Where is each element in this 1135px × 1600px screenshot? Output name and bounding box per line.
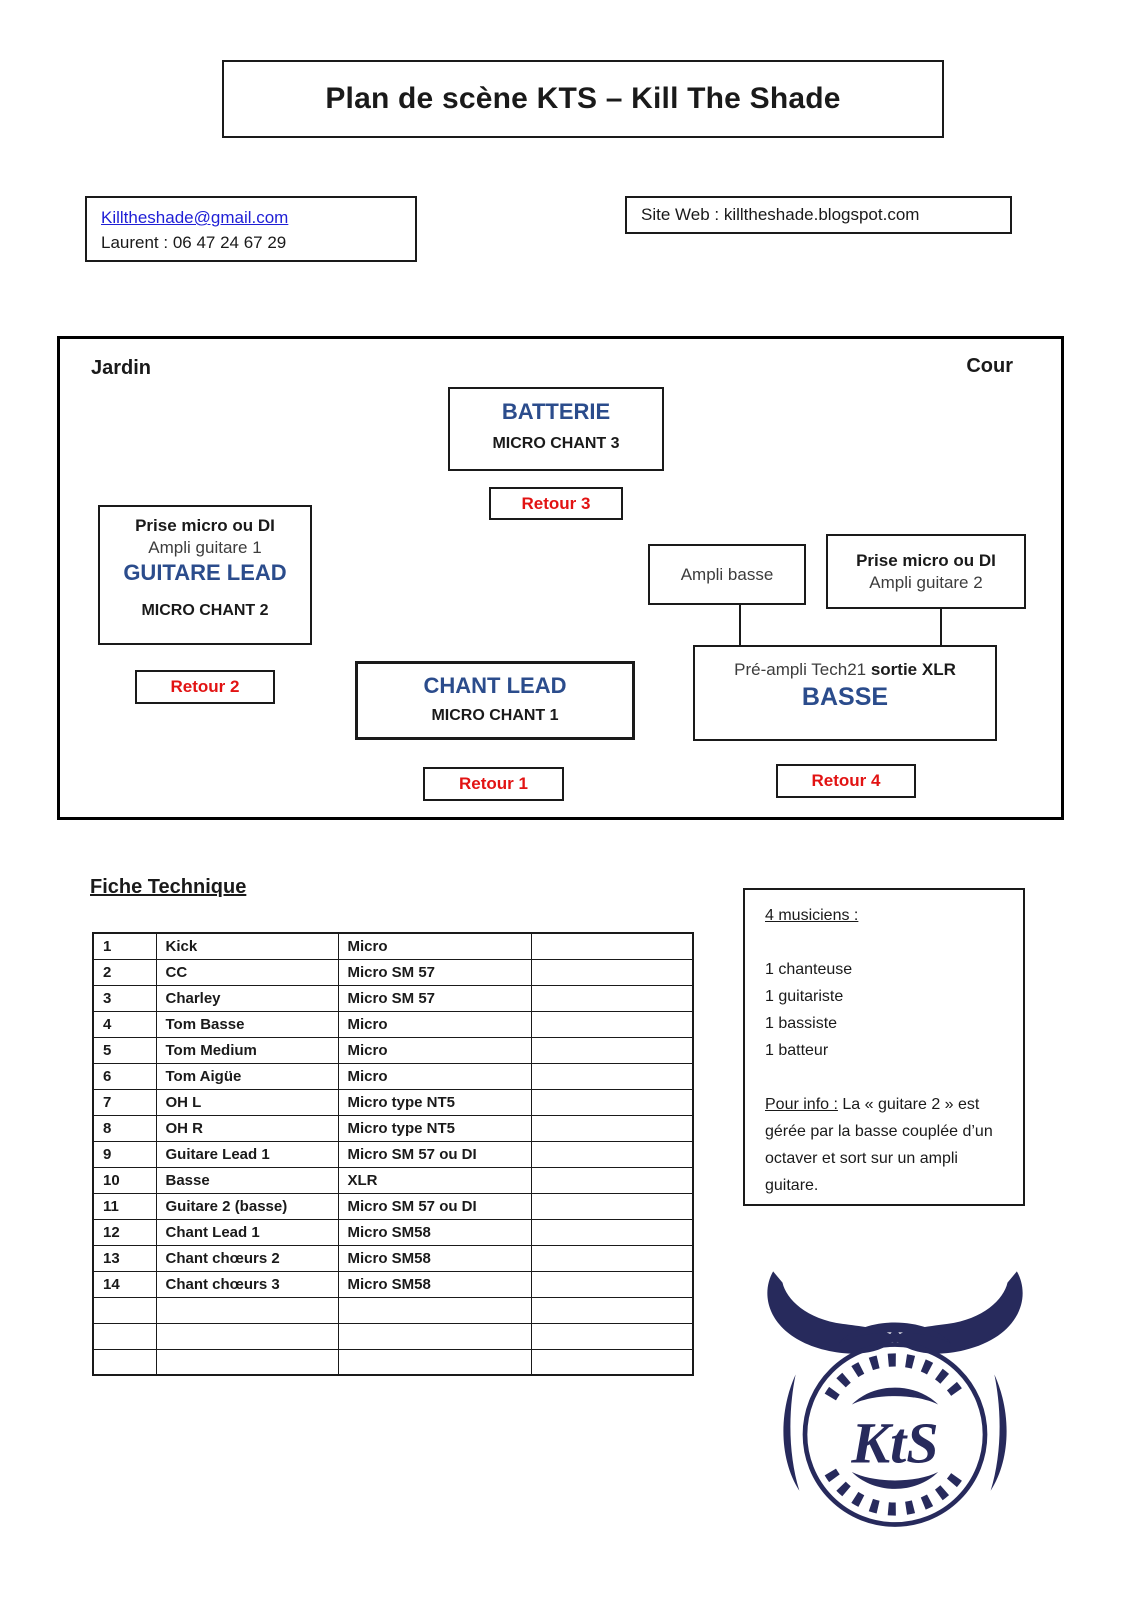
monitor-1-box (423, 767, 564, 801)
mic-cell: Micro SM58 (338, 1245, 531, 1271)
guitar-lead-box (98, 505, 312, 645)
tech-sheet-table (92, 932, 694, 1376)
table-row (93, 1115, 693, 1141)
source-cell: Tom Medium (156, 1037, 338, 1063)
email-link[interactable]: Killtheshade@gmail.com (101, 208, 289, 227)
channel-number-cell: 10 (93, 1167, 156, 1193)
musicians-list (765, 956, 1003, 1064)
channel-number-cell: 5 (93, 1037, 156, 1063)
mic-cell: Micro SM58 (338, 1219, 531, 1245)
monitor-2-label: Retour 2 (170, 677, 240, 696)
source-cell: Chant chœurs 2 (156, 1245, 338, 1271)
info-note-text: La « guitare 2 » est gérée par la basse couplée d’un octaver et sort sur un ampli guitare. (765, 1096, 993, 1194)
drums-title: BATTERIE (501, 399, 611, 424)
channel-number-cell: 3 (93, 985, 156, 1011)
drums-mic: MICRO CHANT 3 (492, 435, 620, 452)
vocal-lead-box (355, 661, 635, 740)
notes-cell (531, 1219, 693, 1245)
musicians-info-box (743, 888, 1025, 1206)
logo-text: KtS (851, 1410, 939, 1476)
table-row-empty (93, 1349, 693, 1375)
source-cell: Charley (156, 985, 338, 1011)
channel-number-cell: 14 (93, 1271, 156, 1297)
notes-cell (531, 1245, 693, 1271)
channel-number-cell: 9 (93, 1141, 156, 1167)
notes-cell (531, 933, 693, 959)
notes-cell (531, 1115, 693, 1141)
source-cell: Tom Basse (156, 1011, 338, 1037)
bass-line1: Pré-ampli Tech21 (734, 660, 867, 679)
channel-number-cell: 12 (93, 1219, 156, 1245)
table-row (93, 933, 693, 959)
info-note (765, 1091, 1003, 1199)
monitor-4-label: Retour 4 (811, 771, 881, 790)
mic-cell: Micro SM 57 (338, 959, 531, 985)
guitar-lead-mic: MICRO CHANT 2 (141, 602, 269, 619)
list-item: 1 batteur (765, 1042, 829, 1059)
list-item: 1 chanteuse (765, 961, 853, 978)
notes-cell (531, 959, 693, 985)
mic-cell: Micro (338, 1037, 531, 1063)
table-row-empty (93, 1297, 693, 1323)
notes-cell (531, 985, 693, 1011)
mic-cell: Micro (338, 1063, 531, 1089)
table-row (93, 1193, 693, 1219)
source-cell: Guitare Lead 1 (156, 1141, 338, 1167)
list-item: 1 guitariste (765, 988, 844, 1005)
channel-number-cell: 8 (93, 1115, 156, 1141)
bass-line1-bold: sortie XLR (870, 660, 956, 679)
channel-number-cell: 13 (93, 1245, 156, 1271)
list-item: 1 bassiste (765, 1015, 838, 1032)
stage-side-jardin: Jardin (91, 357, 152, 379)
source-cell: OH R (156, 1115, 338, 1141)
source-cell: Chant Lead 1 (156, 1219, 338, 1245)
bass-amp-box (648, 544, 806, 605)
guitar-lead-line2: Ampli guitare 1 (148, 538, 262, 557)
source-cell: Tom Aigüe (156, 1063, 338, 1089)
table-row-empty (93, 1323, 693, 1349)
contact-phone: Laurent : 06 47 24 67 29 (101, 233, 287, 252)
connector-guitar-2 (940, 609, 942, 645)
bass-box (693, 645, 997, 741)
notes-cell (531, 1141, 693, 1167)
kts-logo (745, 1232, 1045, 1562)
bull-logo-icon (745, 1232, 1045, 1562)
table-row (93, 1219, 693, 1245)
document-title-box (222, 60, 944, 138)
channel-number-cell: 4 (93, 1011, 156, 1037)
source-cell: OH L (156, 1089, 338, 1115)
drums-box (448, 387, 664, 471)
table-row (93, 1037, 693, 1063)
channel-number-cell: 7 (93, 1089, 156, 1115)
monitor-4-box (776, 764, 916, 798)
stage-plan (57, 336, 1064, 820)
mic-cell: Micro SM 57 ou DI (338, 1193, 531, 1219)
bass-amp-label: Ampli basse (680, 564, 774, 584)
mic-cell: Micro SM 57 (338, 985, 531, 1011)
vocal-lead-title: CHANT LEAD (423, 673, 567, 698)
musicians-heading: 4 musiciens : (765, 907, 859, 924)
notes-cell (531, 1193, 693, 1219)
table-row (93, 985, 693, 1011)
source-cell: Basse (156, 1167, 338, 1193)
notes-cell (531, 1271, 693, 1297)
table-row (93, 1271, 693, 1297)
channel-number-cell: 1 (93, 933, 156, 959)
source-cell: Guitare 2 (basse) (156, 1193, 338, 1219)
bass-title: BASSE (801, 683, 889, 711)
channel-number-cell: 11 (93, 1193, 156, 1219)
table-row (93, 959, 693, 985)
mic-cell: Micro SM 57 ou DI (338, 1141, 531, 1167)
source-cell: Chant chœurs 3 (156, 1271, 338, 1297)
channel-number-cell: 2 (93, 959, 156, 985)
tech-sheet-heading: Fiche Technique (90, 876, 247, 898)
mic-cell: XLR (338, 1167, 531, 1193)
stage-side-cour: Cour (966, 355, 1013, 377)
guitar-2-line2: Ampli guitare 2 (869, 572, 983, 592)
info-note-label: Pour info : (765, 1096, 838, 1113)
monitor-1-label: Retour 1 (459, 774, 528, 793)
monitor-3-box (489, 487, 623, 520)
mic-cell: Micro (338, 1011, 531, 1037)
mic-cell: Micro type NT5 (338, 1115, 531, 1141)
guitar-2-box (826, 534, 1026, 609)
notes-cell (531, 1011, 693, 1037)
table-row (93, 1011, 693, 1037)
mic-cell: Micro (338, 933, 531, 959)
monitor-2-box (135, 670, 275, 704)
notes-cell (531, 1063, 693, 1089)
table-row (93, 1245, 693, 1271)
connector-bass-amp (739, 605, 741, 645)
guitar-lead-line1: Prise micro ou DI (135, 516, 275, 535)
contact-box (85, 196, 417, 262)
website-box (625, 196, 1012, 234)
website-text: Site Web : killtheshade.blogspot.com (641, 205, 920, 224)
table-row (93, 1167, 693, 1193)
guitar-2-line1: Prise micro ou DI (856, 550, 996, 570)
table-row (93, 1089, 693, 1115)
monitor-3-label: Retour 3 (521, 493, 591, 513)
mic-cell: Micro SM58 (338, 1271, 531, 1297)
guitar-lead-title: GUITARE LEAD (123, 560, 287, 585)
notes-cell (531, 1167, 693, 1193)
channel-number-cell: 6 (93, 1063, 156, 1089)
table-row (93, 1063, 693, 1089)
notes-cell (531, 1089, 693, 1115)
table-row (93, 1141, 693, 1167)
mic-cell: Micro type NT5 (338, 1089, 531, 1115)
source-cell: Kick (156, 933, 338, 959)
page-title: Plan de scène KTS – Kill The Shade (325, 82, 841, 115)
vocal-lead-mic: MICRO CHANT 1 (431, 707, 559, 724)
notes-cell (531, 1037, 693, 1063)
source-cell: CC (156, 959, 338, 985)
